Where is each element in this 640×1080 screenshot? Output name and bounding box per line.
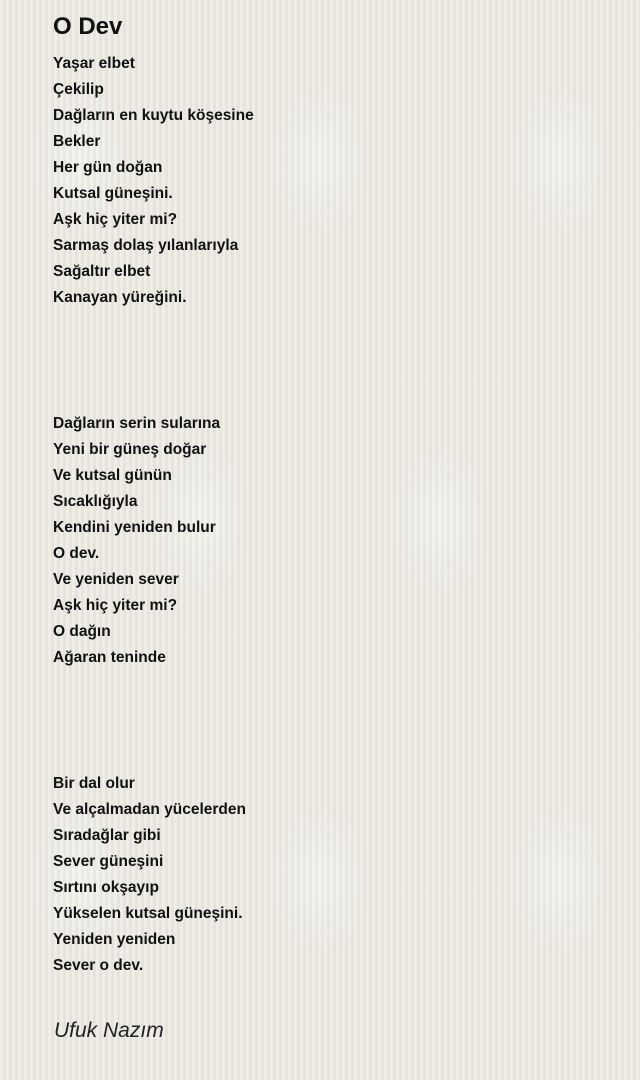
poem-line: Çekilip <box>53 81 104 98</box>
poem-line: O dev. <box>53 545 100 562</box>
stanza-1 <box>53 51 613 311</box>
poem-line: Kutsal güneşini. <box>53 185 173 202</box>
poem-line: Ağaran teninde <box>53 649 166 666</box>
poem-line: Yeniden yeniden <box>53 931 176 948</box>
poem-line: Sıcaklığıyla <box>53 493 138 510</box>
poem-line: Dağların serin sularına <box>53 415 221 432</box>
poem-line: Dağların en kuytu köşesine <box>53 107 254 124</box>
poem-line: Yeni bir güneş doğar <box>53 441 207 458</box>
poem-line: Sever güneşini <box>53 853 164 870</box>
poem-line: Sever o dev. <box>53 957 144 974</box>
stanza-3 <box>53 771 613 979</box>
poem-line: Aşk hiç yiter mi? <box>53 211 178 228</box>
poem-line: Kendini yeniden bulur <box>53 519 216 536</box>
poem-line: Aşk hiç yiter mi? <box>53 597 178 614</box>
poem-line: Yaşar elbet <box>53 55 135 72</box>
stanza-2 <box>53 411 613 671</box>
poem-line: Sırtını okşayıp <box>53 879 159 896</box>
poem-container <box>53 12 613 979</box>
poem-line: Ve kutsal günün <box>53 467 172 484</box>
poem-line: Kanayan yüreğini. <box>53 289 187 306</box>
poem-title: O Dev <box>53 13 123 40</box>
poem-line: Ve alçalmadan yücelerden <box>53 801 246 818</box>
poem-line: Her gün doğan <box>53 159 163 176</box>
poem-line: Bir dal olur <box>53 775 135 792</box>
poem-line: O dağın <box>53 623 111 640</box>
poem-line: Ve yeniden sever <box>53 571 179 588</box>
poem-line: Yükselen kutsal güneşini. <box>53 905 243 922</box>
poem-author: Ufuk Nazım <box>54 1019 164 1042</box>
poem-line: Sağaltır elbet <box>53 263 151 280</box>
poem-line: Sıradağlar gibi <box>53 827 161 844</box>
poem-line: Bekler <box>53 133 101 150</box>
poem-line: Sarmaş dolaş yılanlarıyla <box>53 237 239 254</box>
